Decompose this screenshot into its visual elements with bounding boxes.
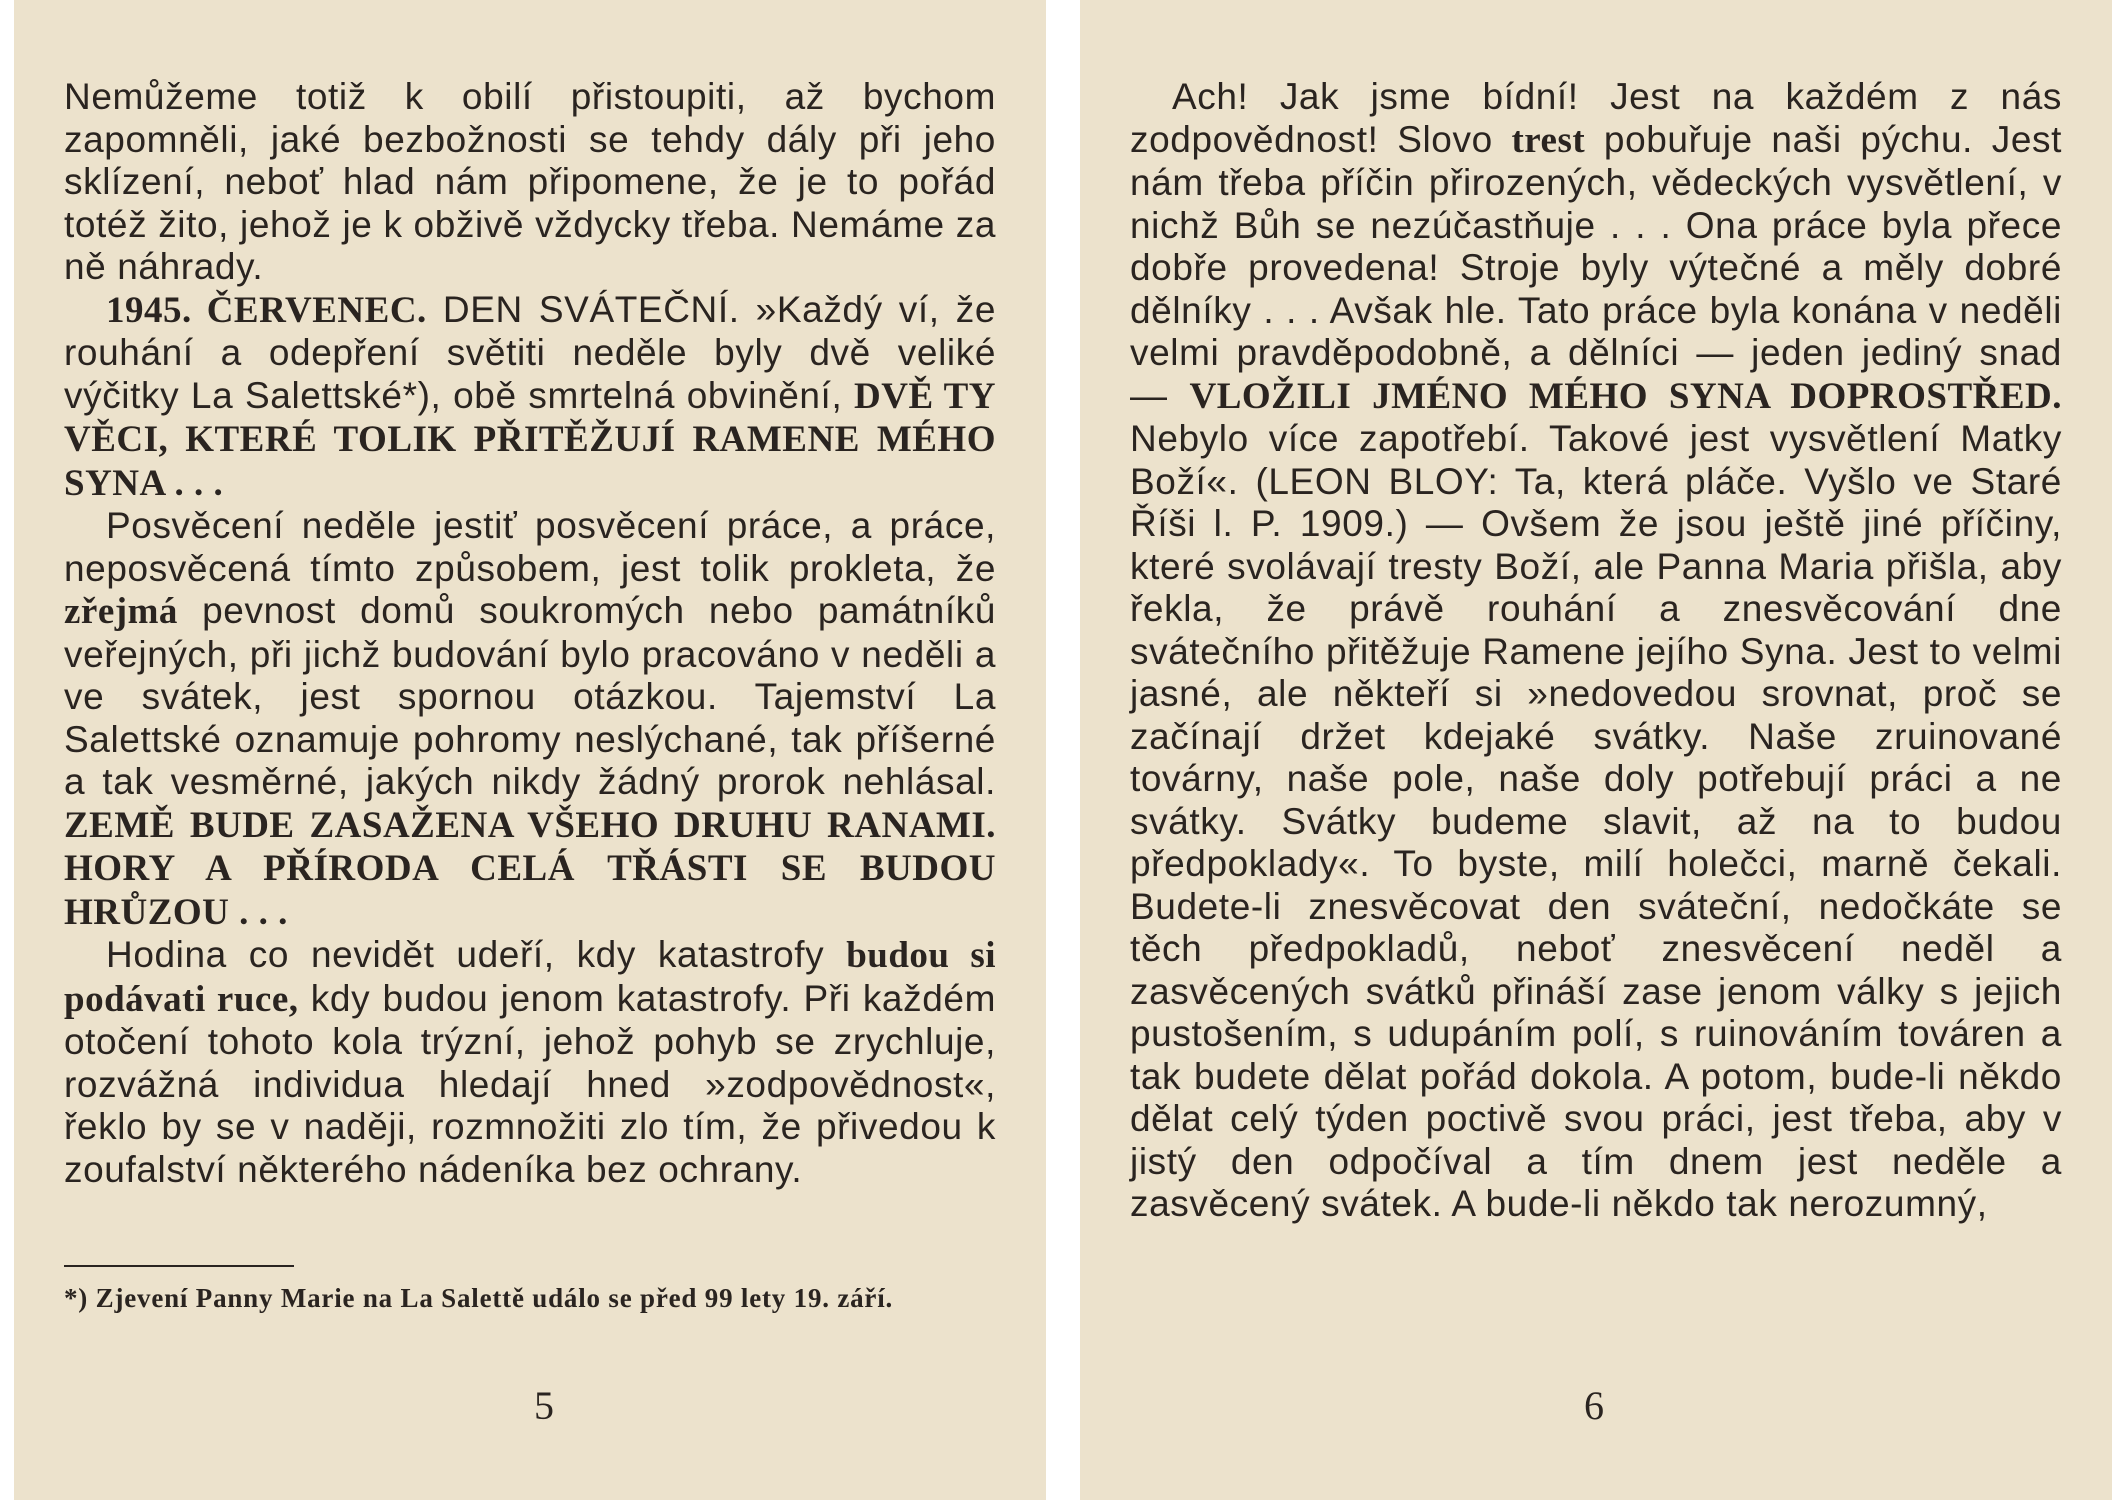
footnote: *) Zjevení Panny Marie na La Salettě událo se před 99 lety 19. září. [64, 1283, 894, 1313]
left-page [14, 0, 1046, 1500]
text-run: Hodina co nevidět udeří, kdy katastrofy [106, 934, 847, 975]
bold-text: zřejmá [64, 591, 178, 632]
bold-text: ZEMĚ BUDE ZASAŽENA VŠEHO DRUHU RANAMI. HORY A PŘÍRODA CELÁ TŘÁSTI SE BUDOU HRŮZOU . . . [64, 804, 996, 933]
paragraph [1130, 76, 2062, 1226]
text-run: Posvěcení neděle jestiť posvěcení práce, a práce, neposvěcená tímto způsobem, jest tolik prokleta, že [64, 505, 996, 589]
paragraph [64, 505, 996, 934]
text-run: DEN SVÁTEČNÍ. »Každý ví, že rouhání a odepření světiti neděle byly dvě veliké výčitky La Salettské*), obě smrtelná obvinění, [64, 288, 996, 416]
text-run: pevnost domů soukromých nebo památníků veřejných, při jichž budování bylo pracováno v neděli a ve svátek, jest spornou otázkou. Tajemství La Salettské oznamuje pohromy neslýchané, tak příšerné a tak vesměrné, jakých nikdy žádný prorok nehlásal. [64, 590, 996, 802]
text-run: pobuřuje naši pýchu. Jest nám třeba příčin přirozených, vědeckých vysvětlení, v nichž Bůh se nezúčastňuje . . . Ona práce byla přece dobře provedena! Stroje byly výtečné a měly dobré dělníky . . . Avšak hle. Tato práce byla konána v neděli velmi pravděpodobně, a dělníci — jeden jediný snad — [1130, 118, 2062, 416]
bold-text: VLOŽILI JMÉNO MÉHO SYNA DOPROSTŘED. [1189, 375, 2062, 417]
footnote-rule [64, 1265, 294, 1267]
right-page [1080, 0, 2112, 1500]
text-run: kdy budou jenom katastrofy. Při každém otočení tohoto kola trýzní, jehož pohyb se zrychluje, rozvážná individua hledají hned »zodpovědnost«, řeklo by se v naději, rozmnožiti zlo tím, že přivedou k zoufalství některého nádeníka bez ochrany. [64, 977, 996, 1190]
text-run: Nebylo více zapotřebí. Takové jest vysvětlení Matky Boží«. (LEON BLOY: Ta, která pláče. Vyšlo ve Staré Říši l. P. 1909.) — Ovšem že jsou ještě jiné příčiny, které svolávají tresty Boží, ale Panna Maria přišla, aby řekla, že právě rouhání a znesvěcování dne svátečního přitěžuje Ramene jejího Syna. Jest to velmi jasné, ale někteří si »nedovedou srovnat, proč se začínají držet kdejaké svátky. Naše zruinované továrny, naše pole, naše doly potřebují práci a ne svátky. Svátky budeme slavit, až na to budou předpoklady«. To byste, milí holečci, marně čekali. Budete-li znesvěcovat den sváteční, nedočkáte se těch předpokladů, neboť znesvěcení neděl a zasvěcených svátků přináší zase jenom války s jejich pustošením, s udupáním polí, s ruinováním továren a tak budete dělat pořád dokola. A potom, bude-li někdo dělat celý týden poctivě svou práci, jest třeba, aby v jistý den odpočíval a tím dnem jest neděle a zasvěcený svátek. A bude-li někdo tak nerozumný, [1130, 418, 2062, 1224]
text-run: Ach! Jak jsme bídní! Jest na každém z nás zodpovědnost! Slovo [1130, 76, 2062, 160]
page-number-right: 6 [1584, 1383, 1604, 1428]
left-page-text [64, 76, 996, 1191]
bold-text: DVĚ TY VĚCI, KTERÉ TOLIK PŘITĚŽUJÍ RAMENE MÉHO SYNA . . . [64, 375, 996, 504]
right-page-text [1130, 76, 2062, 1226]
bold-text: budou si podávati ruce, [64, 935, 996, 1020]
paragraph [64, 934, 996, 1191]
page-number-left: 5 [534, 1383, 554, 1428]
text-run: Nemůžeme totiž k obilí přistoupiti, až bychom zapomněli, jaké bezbožnosti se tehdy dály při jeho sklízení, neboť hlad nám připomene, že je to pořád totéž žito, jehož je k obživě vždycky třeba. Nemáme za ně náhrady. [64, 76, 996, 287]
bold-text: trest [1511, 119, 1586, 161]
bold-text: 1945. ČERVENEC. [106, 289, 427, 331]
paragraph [64, 289, 996, 506]
paragraph [64, 76, 996, 289]
